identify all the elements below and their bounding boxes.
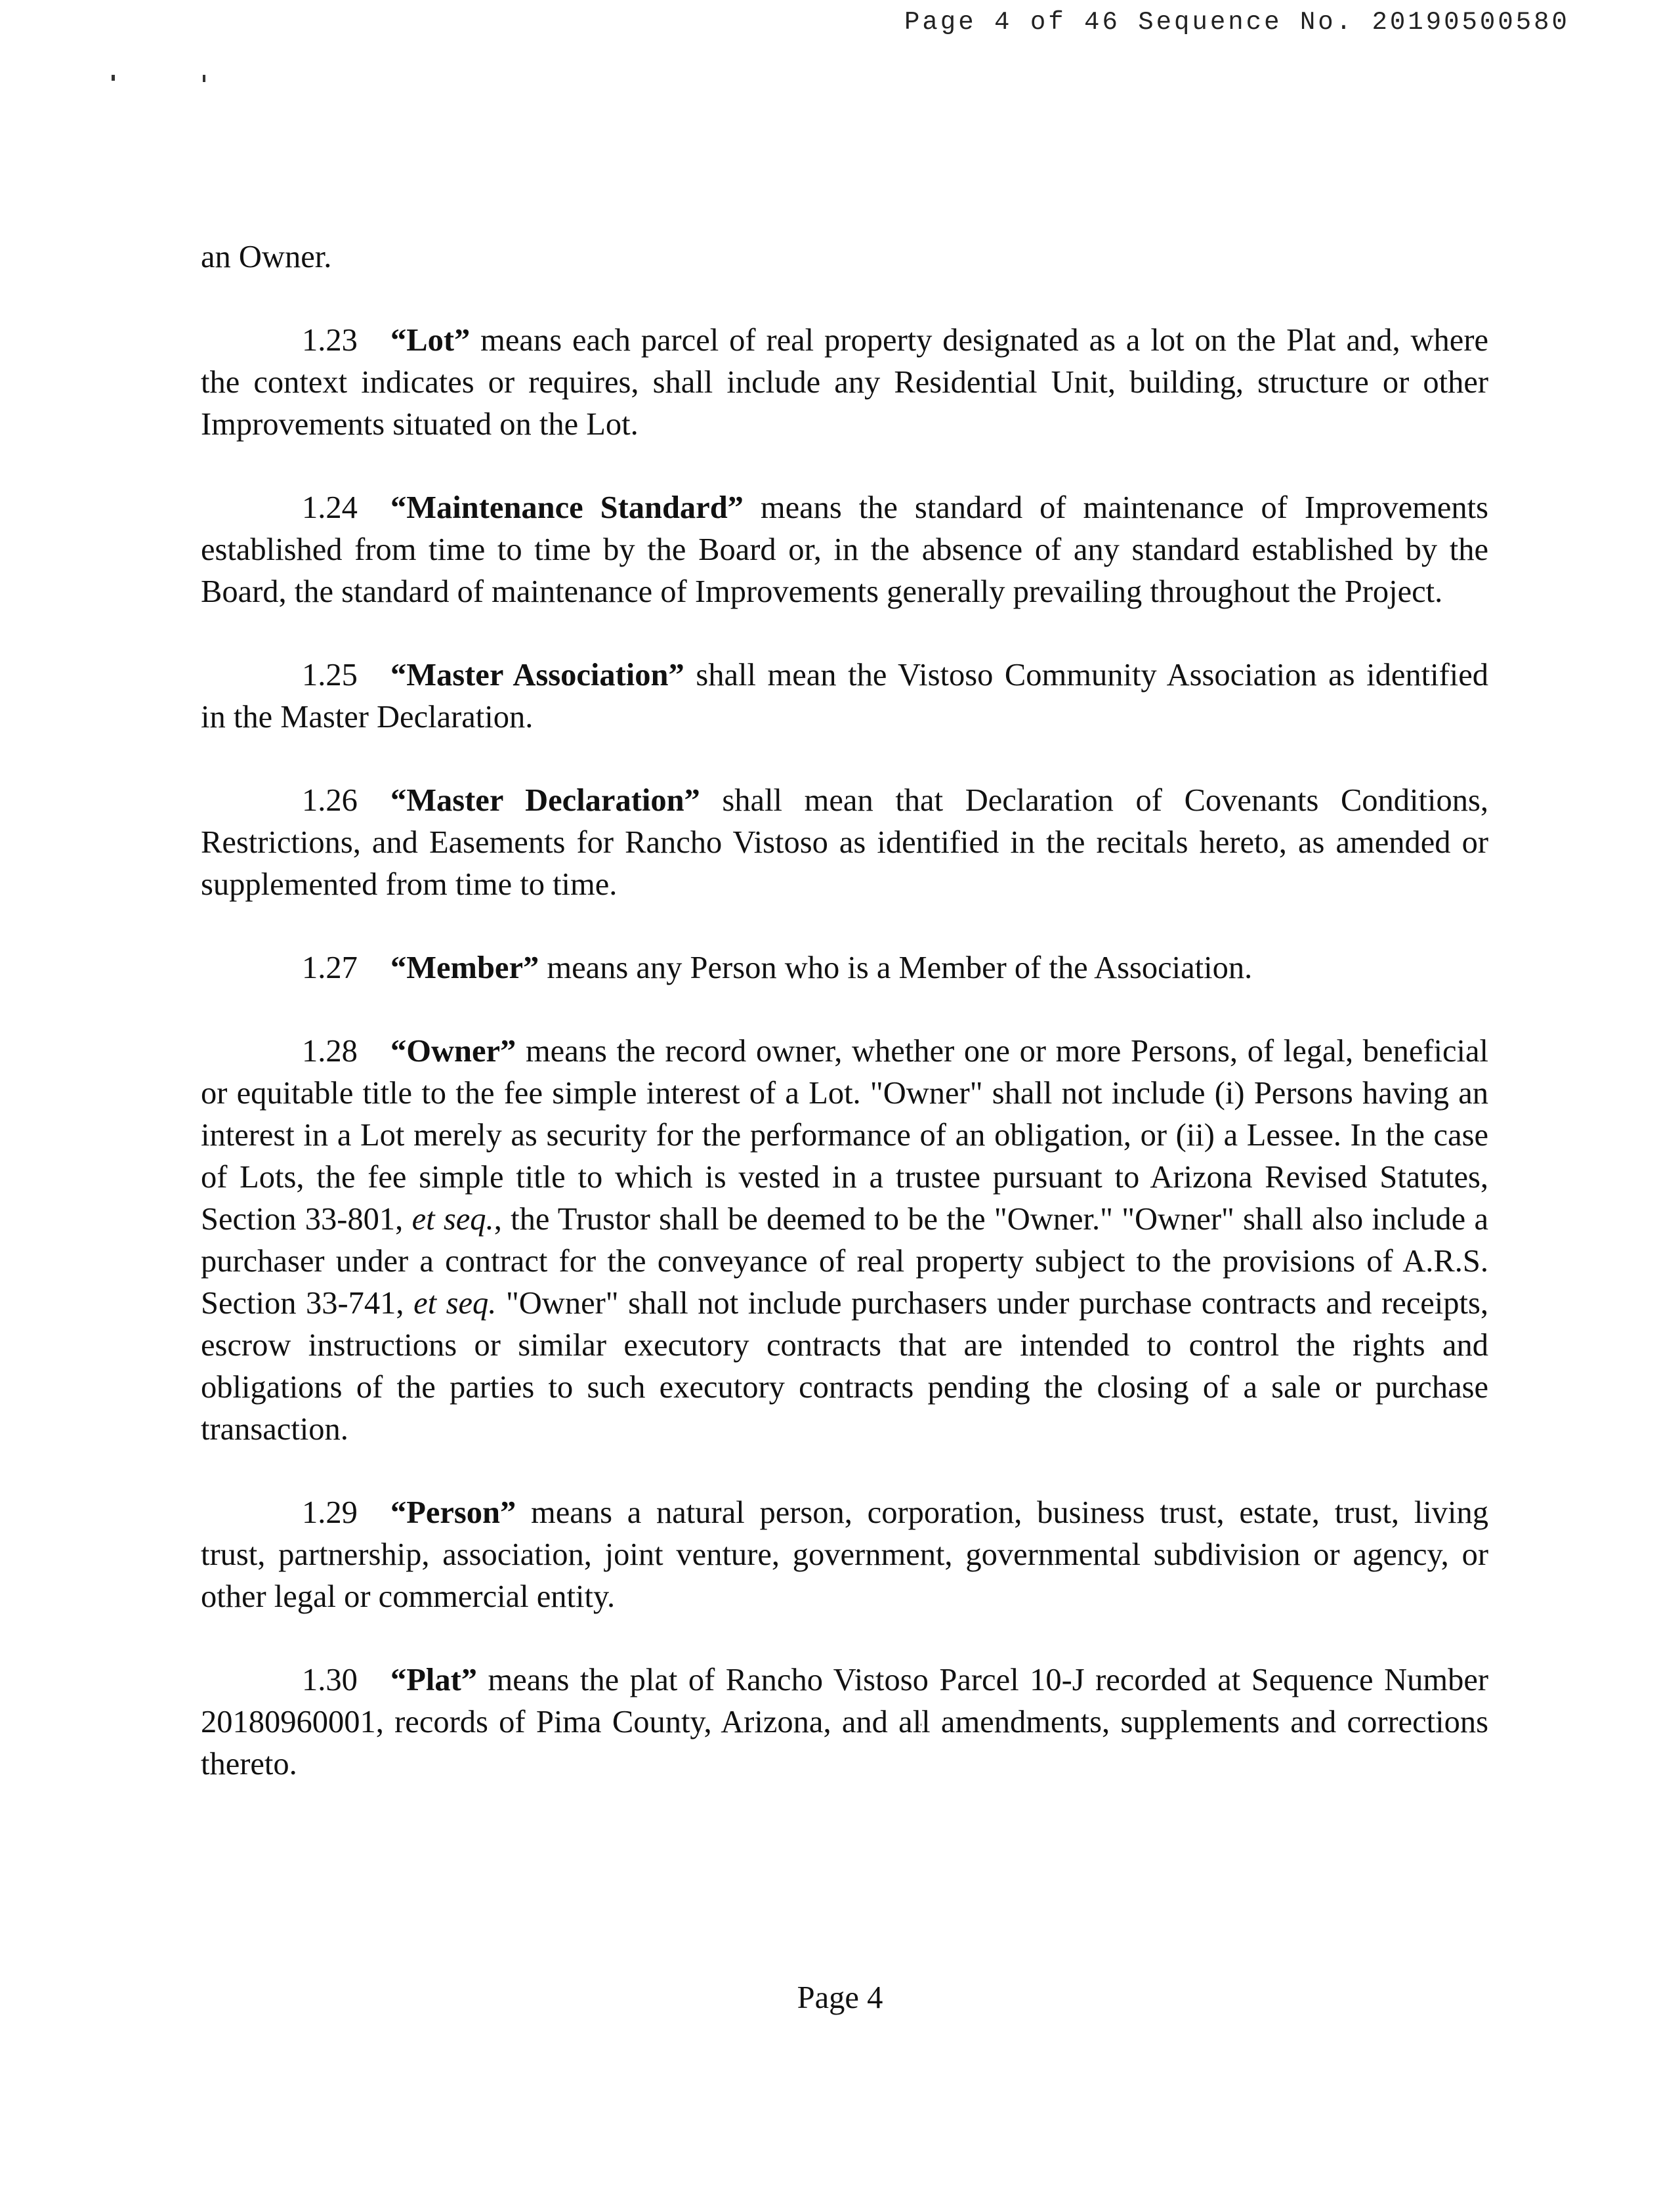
section-number: 1.25 [302, 658, 358, 693]
defined-term: “Member” [390, 950, 539, 985]
defined-term: “Lot” [390, 323, 471, 358]
defined-term: “Maintenance Standard” [390, 490, 744, 525]
section-number: 1.27 [302, 950, 358, 985]
section-number: 1.28 [302, 1034, 358, 1069]
section-number: 1.26 [302, 783, 358, 818]
section-text: means each parcel of real property designated as a lot on the Plat and, where the context indicates or requires, shall include any Residential Unit, building, structure or other Improvements situated on the Lot. [201, 323, 1488, 442]
section-number: 1.30 [302, 1663, 358, 1697]
defined-term: “Person” [390, 1495, 516, 1530]
defined-term: “Plat” [390, 1663, 478, 1697]
document-body [201, 236, 1488, 1827]
defined-term: “Master Association” [390, 658, 684, 693]
section-text: shall mean that Declaration of Covenants Conditions, Restrictions, and Easements for Rancho Vistoso as identified in the recitals hereto, as amended or supplemented from time to time. [201, 783, 1488, 902]
section-text: means any Person who is a Member of the Association. [539, 950, 1253, 985]
scan-speck [112, 75, 115, 81]
section-1-27 [201, 947, 1488, 989]
section-1-30 [201, 1659, 1488, 1785]
section-1-23 [201, 320, 1488, 446]
section-text: , the Trustor shall be deemed to be the "Owner." "Owner" shall also include a purchaser under a contract for the conveyance of real property subject to the provisions of A.R.S. Section 33-741, [201, 1202, 1488, 1321]
section-text: means the plat of Rancho Vistoso Parcel 10-J recorded at Sequence Number 20180960001, records of Pima County, Arizona, and all amendments, supplements and corrections thereto. [201, 1663, 1488, 1781]
latin-phrase: et seq. [411, 1202, 494, 1237]
section-1-24 [201, 487, 1488, 613]
section-number: 1.29 [302, 1495, 358, 1530]
section-text: shall mean the Vistoso Community Association as identified in the Master Declaration. [201, 658, 1488, 735]
section-number: 1.23 [302, 323, 358, 358]
section-text: means the record owner, whether one or more Persons, of legal, beneficial or equitable title to the fee simple interest of a Lot. "Owner" shall not include (i) Persons having an interest in a Lot merely as security for the performance of an obligation, or (ii) a Lessee. In the case of Lots, the fee simple title to which is vested in a trustee pursuant to Arizona Revised Statutes, Section 33-801, [201, 1034, 1488, 1237]
section-1-26 [201, 780, 1488, 906]
section-1-28 [201, 1031, 1488, 1451]
recording-sequence-header: Page 4 of 46 Sequence No. 20190500580 [904, 8, 1570, 37]
section-1-29 [201, 1492, 1488, 1618]
section-text: means a natural person, corporation, business trust, estate, trust, living trust, partnership, association, joint venture, government, governmental subdivision or agency, or other legal or commercial entity. [201, 1495, 1488, 1614]
latin-phrase: et seq. [413, 1286, 497, 1321]
section-text: "Owner" shall not include purchasers under purchase contracts and receipts, escrow instructions or similar executory contracts that are intended to control the rights and obligations of the parties to such executory contracts pending the closing of a sale or purchase transaction. [201, 1286, 1488, 1447]
defined-term: “Owner” [390, 1034, 516, 1069]
page-number-footer: Page 4 [797, 1980, 883, 2015]
continuation-text: an Owner. [201, 240, 332, 274]
defined-term: “Master Declaration” [390, 783, 700, 818]
scan-speck [203, 75, 205, 82]
section-text: means the standard of maintenance of Improvements established from time to time by the Board or, in the absence of any standard established by the Board, the standard of maintenance of Improvements generally prevailing throughout the Project. [201, 490, 1488, 609]
section-number: 1.24 [302, 490, 358, 525]
section-1-25 [201, 654, 1488, 738]
